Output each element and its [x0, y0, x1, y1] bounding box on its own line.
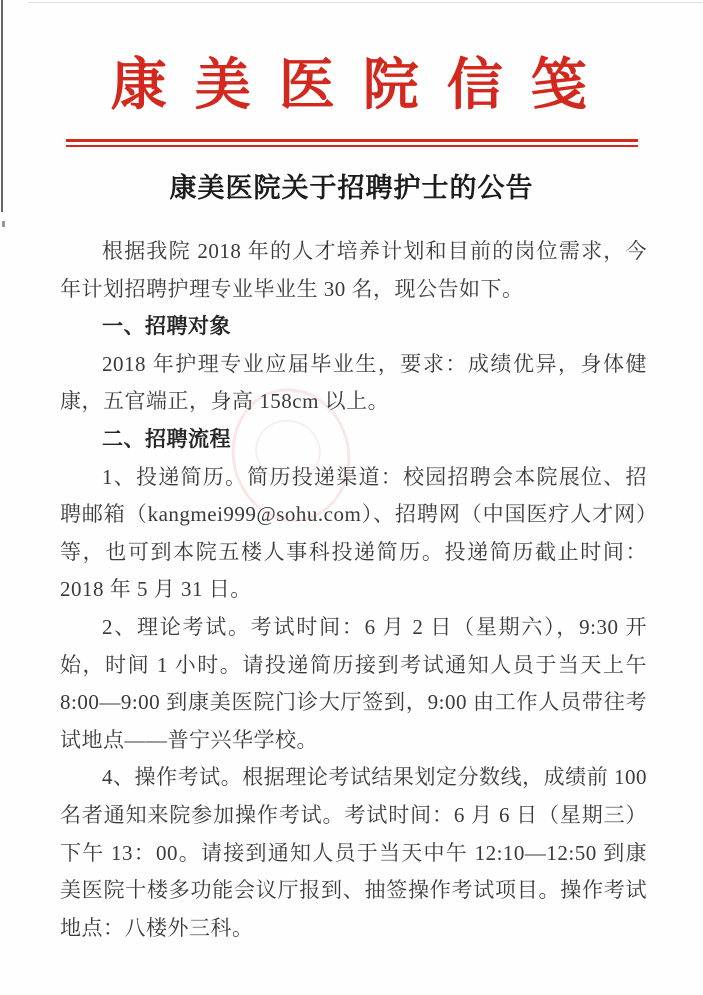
body-paragraph: 4、操作考试。根据理论考试结果划定分数线，成绩前 100 名者通知来院参加操作考试。考试时间：6 月 6 日（星期三）下午 13：00。请接到通知人员于当天中午 12:10—12:50 到康美医院十楼多功能会议厅报到、抽签操作考试项目。操作考试地点：八楼外三科。 [60, 765, 647, 940]
document-title: 康美医院关于招聘护士的公告 [169, 173, 534, 203]
section-heading: 二、招聘流程 [102, 426, 231, 451]
body-paragraph: 2018 年护理专业应届毕业生，要求：成绩优异，身体健康，五官端正，身高 158cm 以上。 [60, 351, 647, 414]
letterhead-title: 康美医院信笺 [110, 55, 615, 117]
body-paragraph: 根据我院 2018 年的人才培养计划和目前的岗位需求，今年计划招聘护理专业毕业生 30 名，现公告如下。 [60, 239, 647, 301]
letterhead-rule-thin [66, 145, 638, 147]
letterhead [0, 55, 703, 147]
scan-top-edge-artifact [28, 2, 703, 3]
section-heading: 一、招聘对象 [102, 314, 231, 339]
letterhead-rule-thick [66, 139, 638, 142]
body-paragraph: 1、投递简历。简历投递渠道：校园招聘会本院展位、招聘邮箱（kangmei999@sohu.com）、招聘网（中国医疗人才网）等，也可到本院五楼人事科投递简历。投递简历截止时间：2018 年 5 月 31 日。 [60, 464, 647, 602]
scan-left-dot-artifact [2, 221, 5, 227]
body-paragraph: 2、理论考试。考试时间：6 月 2 日（星期六），9:30 开始，时间 1 小时。请投递简历接到考试通知人员于当天上午 8:00—9:00 到康美医院门诊大厅签到，9:00 由工作人员带往考试地点——普宁兴华学校。 [60, 614, 647, 752]
letterhead-double-rule [66, 139, 638, 147]
document-body [0, 233, 703, 947]
